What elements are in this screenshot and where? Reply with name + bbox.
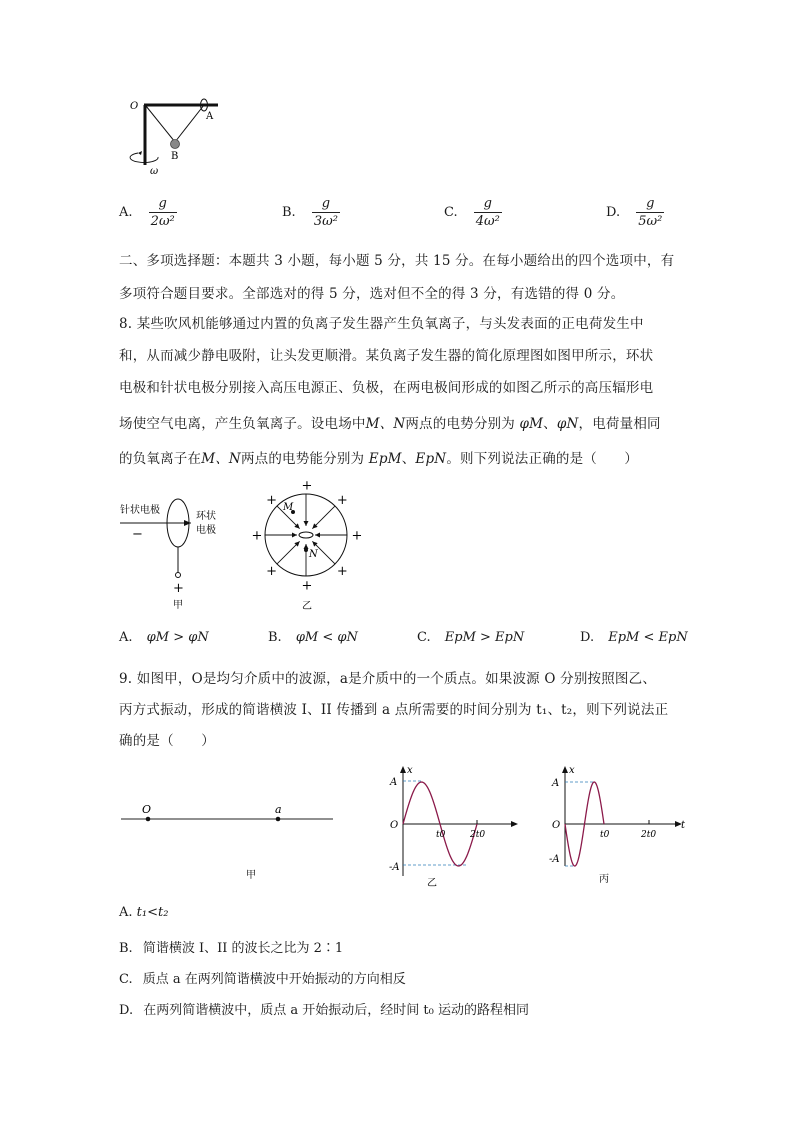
label-a: a [275, 803, 282, 816]
string-ob [146, 106, 175, 142]
minus-sign: − [132, 527, 143, 542]
separator: 、 [401, 451, 416, 467]
field-arrowhead [292, 533, 297, 538]
fraction [474, 196, 502, 229]
x-axis-arrow [511, 821, 518, 827]
denominator: 3ω² [313, 214, 338, 229]
phi-n-symbol: φN [556, 416, 579, 432]
label-neg-amplitude: -A [549, 854, 560, 865]
section2-line2: 多项符合题目要求。全部选对的得 5 分，选对但不全的得 3 分，有选错的得 0 分。 [119, 286, 625, 302]
plus-sign: + [266, 493, 278, 509]
plus-sign: + [336, 563, 348, 579]
field-arrowhead [304, 521, 309, 526]
q9-option-c[interactable] [119, 968, 406, 987]
option-expression: φM < φN [295, 630, 358, 645]
q8-figure-yi [248, 478, 368, 616]
text: 两点的电势分别为 [405, 416, 515, 432]
q8-option-d[interactable] [580, 630, 688, 645]
label-x: x [407, 765, 413, 776]
plus-sign: + [266, 563, 278, 579]
fraction [312, 196, 340, 229]
label-omega: ω [150, 166, 159, 177]
q9-line2: 丙方式振动，形成的简谐横波 I、II 传播到 a 点所需要的时间分别为 t₁、t₂，则下列说法正 [119, 702, 669, 718]
q9-line3: 确的是（ ） [119, 733, 215, 749]
option-letter: A. [119, 630, 133, 645]
text: 。则下列说法正确的是（ ） [446, 451, 639, 467]
text: 两点的电势能分别为 [240, 451, 365, 467]
q9-option-d[interactable] [119, 999, 529, 1018]
denominator: 2ω² [150, 214, 175, 229]
label-b: B [171, 151, 179, 162]
label-2t0: 2t0 [470, 830, 486, 840]
label-t: t [681, 820, 686, 831]
rotation-arrowhead [138, 151, 142, 155]
fraction [636, 196, 664, 229]
label-a: A [206, 111, 214, 122]
label-amplitude: A [552, 778, 560, 789]
option-letter: C. [119, 972, 133, 987]
numerator: g [321, 196, 331, 211]
label-2t0: 2t0 [641, 830, 657, 840]
phi-m-symbol: φM [519, 416, 544, 432]
q8-line4 [119, 412, 661, 432]
point-n [304, 548, 308, 552]
q8-line5 [119, 447, 638, 467]
caption-jia: 甲 [246, 870, 256, 881]
label-m: M [283, 502, 294, 513]
q9-figure-jia [118, 795, 338, 885]
plus-sign: + [251, 528, 263, 544]
q8-option-c[interactable] [417, 630, 524, 645]
ring-electrode-label-2: 电极 [196, 525, 216, 536]
y-axis-arrow [562, 766, 568, 773]
label-o: O [130, 101, 139, 112]
option-text: 质点 a 在两列简谐横波中开始振动的方向相反 [142, 972, 406, 987]
terminal [176, 573, 181, 578]
label-t0: t0 [600, 830, 610, 840]
option-letter: C. [417, 630, 431, 645]
option-letter: D. [580, 630, 595, 645]
y-axis-arrow [400, 766, 406, 773]
label-neg-amplitude: -A [389, 862, 400, 873]
option-text: t₁<t₂ [136, 905, 169, 920]
q8-figure-jia [118, 494, 233, 614]
label-n: N [309, 549, 318, 560]
label-origin: O [552, 820, 561, 831]
section2-line1: 二、多项选择题：本题共 3 小题，每小题 5 分，共 15 分。在每小题给出的四个选项中，有 [119, 253, 675, 269]
plus-sign: + [301, 478, 313, 494]
plus-sign: + [173, 581, 184, 596]
numerator: g [646, 196, 655, 211]
label-x: x [569, 765, 575, 776]
option-expression: EpM < EpN [608, 630, 688, 645]
q9-option-a[interactable] [119, 905, 168, 920]
ep-m-symbol: EpM [368, 451, 402, 467]
text: ，电荷量相同 [578, 416, 661, 432]
q7-option-b[interactable] [282, 196, 340, 229]
ball-b [171, 140, 180, 149]
option-letter: B. [282, 205, 296, 220]
q9-option-b[interactable] [119, 937, 343, 956]
q8-line2: 和，从而减少静电吸附，让头发更顺滑。某负离子发生器的简化原理图如图甲所示，环状 [119, 348, 654, 364]
q8-line1: 8. 某些吹风机能够通过内置的负离子发生器产生负氧离子，与头发表面的正电荷发生中 [119, 316, 644, 332]
option-text: 在两列简谐横波中，质点 a 开始振动后，经时间 t₀ 运动的路程相同 [143, 1003, 529, 1018]
needle-electrode [299, 532, 313, 538]
ep-n-symbol: EpN [415, 451, 447, 467]
needle-electrode-label: 针状电极 [120, 505, 160, 516]
point-a [276, 817, 281, 822]
text: 场使空气电离，产生负氧离子。设电场中 [119, 416, 366, 432]
caption-bing: 丙 [599, 874, 609, 885]
q8-line3: 电极和针状电极分别接入高压电源正、负极，在两电极间形成的如图乙所示的高压辐形电 [119, 380, 654, 396]
option-letter: D. [119, 1003, 134, 1018]
label-amplitude: A [390, 777, 398, 788]
mn-symbols: M、N [365, 416, 406, 432]
string-ab [175, 105, 204, 142]
point-o [146, 817, 151, 822]
q7-figure [120, 95, 230, 180]
q9-line1: 9. 如图甲，O是均匀介质中的波源，a是介质中的一个质点。如果波源 O 分别按照图乙、 [119, 671, 657, 687]
q9-figure-bing [543, 758, 693, 890]
q8-option-a[interactable] [119, 630, 209, 645]
option-letter: C. [444, 205, 458, 220]
numerator: g [158, 196, 167, 211]
field-arrowhead [315, 533, 320, 538]
option-letter: A. [119, 205, 133, 220]
option-letter: B. [268, 630, 282, 645]
option-letter: B. [119, 941, 133, 956]
option-letter: D. [606, 205, 621, 220]
plus-sign: + [301, 578, 313, 594]
caption-jia: 甲 [173, 600, 183, 611]
caption-yi: 乙 [302, 601, 312, 612]
q7-option-c[interactable] [444, 196, 502, 229]
q8-option-b[interactable] [268, 630, 358, 645]
option-text: 简谐横波 I、II 的波长之比为 2∶1 [142, 941, 344, 956]
numerator: g [483, 196, 492, 211]
label-t0: t0 [436, 830, 446, 840]
denominator: 4ω² [475, 214, 500, 229]
option-letter: A. [119, 905, 133, 920]
denominator: 5ω² [638, 214, 663, 229]
separator: 、 [543, 416, 557, 432]
label-o: O [142, 803, 152, 816]
needle-arrowhead [184, 520, 191, 526]
text: 的负氧离子在 [119, 451, 202, 467]
option-expression: EpM > EpN [444, 630, 525, 645]
mn-symbols: M、N [201, 451, 241, 467]
caption-yi: 乙 [427, 878, 437, 889]
option-expression: φM > φN [146, 630, 209, 645]
plus-sign: + [336, 493, 348, 509]
q9-figure-yi [383, 758, 523, 890]
ring-electrode-label-1: 环状 [196, 511, 216, 522]
q7-option-d[interactable] [606, 196, 664, 229]
plus-sign: + [351, 528, 363, 544]
label-origin: O [390, 820, 399, 831]
q7-option-a[interactable] [119, 196, 177, 229]
fraction [149, 196, 177, 229]
